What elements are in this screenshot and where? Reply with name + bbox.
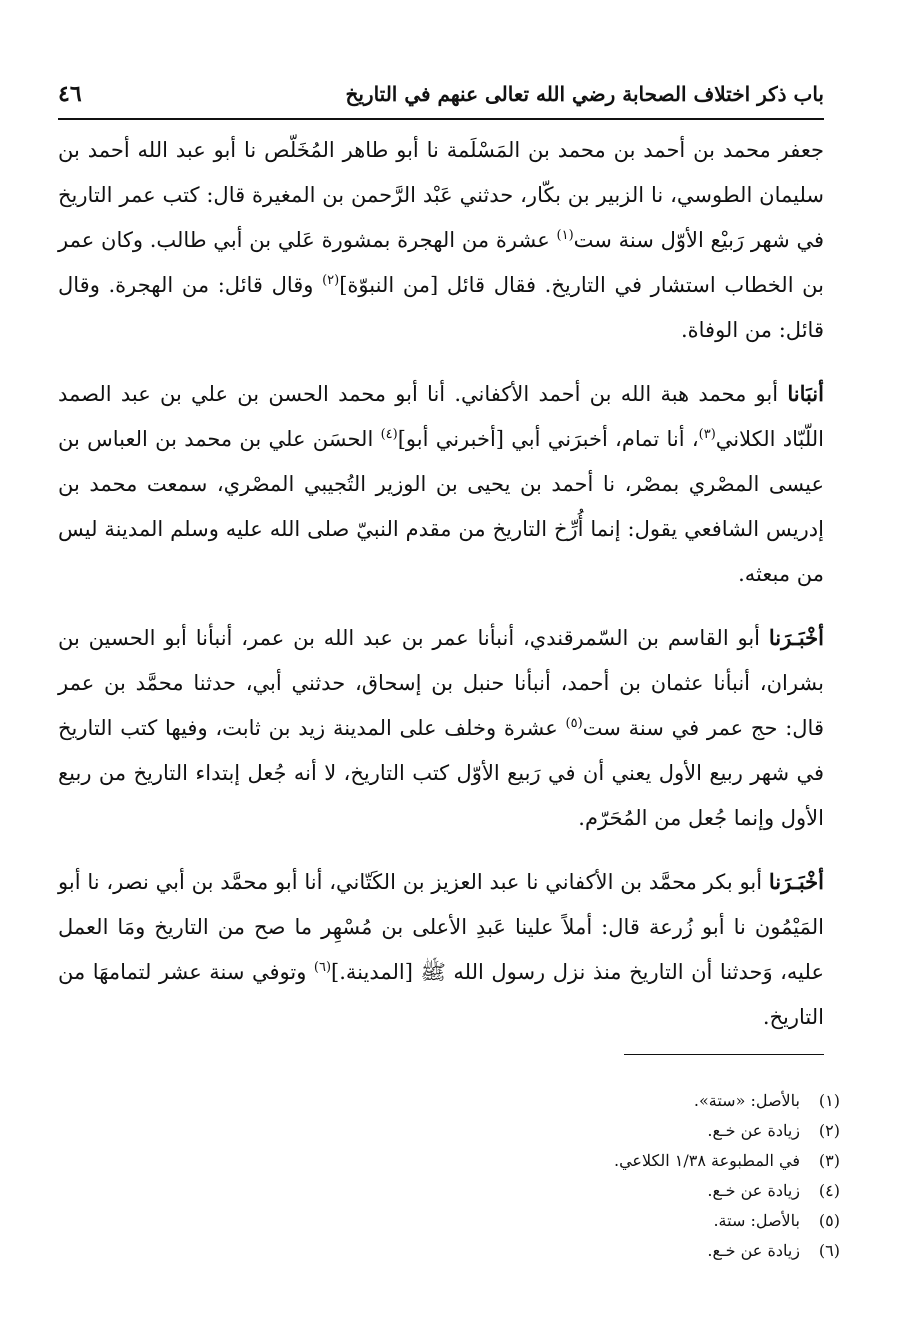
footnotes-list bbox=[340, 1086, 840, 1266]
paragraph-text: أبو محمد هبة الله بن أحمد الأكفاني. أنا أبو محمد الحسن بن علي بن عبد الصمد اللّبّاد الكلاني bbox=[58, 382, 825, 451]
paragraph-text: أبو القاسم بن السّمرقندي، أنبأنا عمر بن عبد الله بن عمر، أنبأنا أبو الحسين بن بشران، أنبأنا عثمان بن أحمد، أنبأنا حنبل بن إسحاق، حدثني أبي، حدثنا محمَّد بن عمر قال: حج عمر في سنة ست bbox=[58, 626, 824, 740]
footnote-number: (٦) bbox=[818, 1241, 840, 1260]
paragraph-4 bbox=[58, 859, 824, 1040]
paragraph-text: ، أنا تمام، أخبرَني أبي [أخبرني أبو] bbox=[397, 427, 699, 451]
footnote-rule bbox=[624, 1054, 824, 1055]
isnad-lead: أنبَانا bbox=[787, 381, 824, 406]
footnote-ref: (٥) bbox=[565, 716, 583, 731]
footnote-item bbox=[340, 1146, 840, 1176]
footnote-number: (٣) bbox=[818, 1151, 840, 1170]
footnote-number: (١) bbox=[818, 1091, 840, 1110]
paragraph-text: عشرة من الهجرة بمشورة عَلي بن أبي طالب. وكان عمر بن الخطاب استشار في التاريخ. فقال قائل [من النبوّة] bbox=[58, 228, 824, 297]
header-rule bbox=[58, 118, 824, 120]
isnad-lead: أخْبَـرَنا bbox=[768, 869, 824, 894]
footnote-item bbox=[340, 1116, 840, 1146]
footnote-number: (٢) bbox=[818, 1121, 840, 1140]
paragraph-text: عشرة وخلف على المدينة زيد بن ثابت، وفيها كتب التاريخ في شهر ربيع الأول يعني أن في رَبيع الأوّل كتب التاريخ، لا أنه جُعل إبتداء التاريخ من ربيع الأول وإنما جُعل من المُحَرّم. bbox=[58, 716, 824, 830]
paragraph-text: وقال قائل: من الهجرة. وقال قائل: من الوفاة. bbox=[58, 273, 824, 342]
footnote-text: زيادة عن خـع. bbox=[707, 1241, 800, 1260]
footnote-item bbox=[340, 1176, 840, 1206]
isnad-lead: أخْبَـرَنا bbox=[768, 625, 824, 650]
page-number: ٤٦ bbox=[58, 81, 82, 107]
paragraph-text: أبو بكر محمَّد بن الأكفاني نا عبد العزيز بن الكَتّاني، أنا أبو محمَّد بن أبي نصر، نا أبو المَيْمُون نا أبو زُرعة قال: أملاً علينا عَبدِ الأعلى بن مُسْهِر ما صح من التاريخ ومَا العمل عليه، وَحدثنا أن التاريخ منذ نزل رسول الله ﷺ [المدينة.] bbox=[58, 870, 824, 984]
footnote-item bbox=[340, 1206, 840, 1236]
footnote-text: بالأصل: «ستة». bbox=[693, 1091, 800, 1110]
footnote-text: في المطبوعة ١/٣٨ الكلاعي. bbox=[613, 1151, 800, 1170]
footnote-ref: (٤) bbox=[380, 427, 398, 442]
paragraph-1 bbox=[58, 128, 824, 353]
footnote-ref: (١) bbox=[556, 228, 574, 243]
footnote-item bbox=[340, 1086, 840, 1116]
paragraph-text: جعفر محمد بن أحمد بن محمد بن المَسْلَمة نا أبو طاهر المُخَلّص نا أبو عبد الله أحمد بن سليمان الطوسي، نا الزبير بن بكّار، حدثني عَبْد الرَّحمن بن المغيرة قال: كتب عمر التاريخ في شهر رَبيْع الأوّل سنة ست bbox=[58, 138, 824, 252]
footnote-text: زيادة عن خـع. bbox=[707, 1121, 800, 1140]
footnote-number: (٤) bbox=[818, 1181, 840, 1200]
paragraph-text: وتوفي سنة عشر لتمامهَا من التاريخ. bbox=[58, 960, 824, 1029]
paragraph-text: الحسَن علي بن محمد بن العباس بن عيسى المصْري بمصْر، نا أحمد بن يحيى بن الوزير التُجيبي المصْري، سمعت محمد بن إدريس الشافعي يقول: إنما أُرِّخ التاريخ من مقدم النبيّ صلى الله عليه وسلم المدينة ليس من مبعثه. bbox=[58, 427, 824, 586]
footnote-number: (٥) bbox=[818, 1211, 840, 1230]
footnote-ref: (٦) bbox=[313, 960, 332, 975]
footnote-item bbox=[340, 1236, 840, 1266]
footnote-text: زيادة عن خـع. bbox=[707, 1181, 800, 1200]
paragraph-2 bbox=[58, 371, 824, 597]
page-header bbox=[58, 74, 824, 114]
footnote-text: بالأصل: ستة. bbox=[713, 1211, 800, 1230]
footnote-ref: (٢) bbox=[322, 273, 340, 288]
main-text bbox=[58, 128, 824, 1058]
paragraph-3 bbox=[58, 615, 824, 841]
footnote-ref: (٣) bbox=[698, 427, 716, 442]
running-title: باب ذكر اختلاف الصحابة رضي الله تعالى عنهم في التاريخ bbox=[345, 82, 824, 106]
